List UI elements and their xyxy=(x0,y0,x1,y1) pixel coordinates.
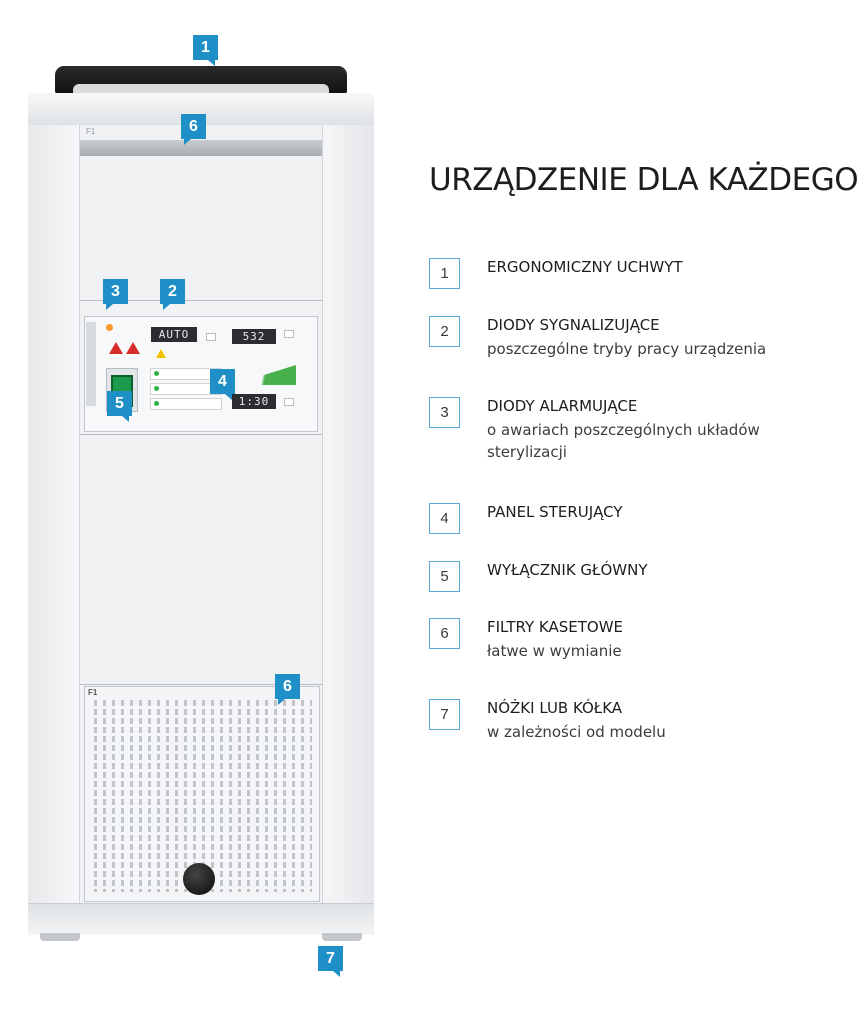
marker-top-filter: 6 xyxy=(181,114,206,139)
legend-description: poszczególne tryby pracy urządzenia xyxy=(487,340,767,358)
mode-display: AUTO xyxy=(151,327,197,342)
brand-strip xyxy=(86,322,96,406)
marker-alarm-leds: 3 xyxy=(103,279,128,304)
marker-feet: 7 xyxy=(318,946,343,971)
grille-knob xyxy=(183,863,215,895)
page-title: URZĄDZENIE DLA KAŻDEGO xyxy=(429,162,859,198)
device-foot xyxy=(40,933,80,941)
panel-button[interactable] xyxy=(284,398,294,406)
legend-description: łatwe w wymianie xyxy=(487,642,622,660)
legend-number: 2 xyxy=(429,316,460,347)
marker-main-switch: 5 xyxy=(107,391,132,416)
panel-seam-bottom xyxy=(80,434,322,435)
cabinet-frame-left xyxy=(28,93,80,935)
legend-description: w zależności od modelu xyxy=(487,723,666,741)
legend-title: FILTRY KASETOWE xyxy=(487,618,624,636)
legend-title: PANEL STERUJĄCY xyxy=(487,503,623,521)
marker-signal-leds: 2 xyxy=(160,279,185,304)
cabinet-frame-bottom xyxy=(28,903,374,935)
legend-title: DIODY ALARMUJĄCE xyxy=(487,397,638,415)
legend-title: NÓŻKI LUB KÓŁKA xyxy=(487,699,623,717)
legend-title: ERGONOMICZNY UCHWYT xyxy=(487,258,683,276)
legend-number: 7 xyxy=(429,699,460,730)
alarm-led-icon xyxy=(109,342,123,354)
panel-button[interactable] xyxy=(284,330,294,338)
top-filter-cassette xyxy=(80,140,322,156)
panel-button[interactable] xyxy=(206,333,216,341)
legend-description: o awariach poszczególnych układów sterylizacji xyxy=(487,421,760,461)
marker-bottom-filter: 6 xyxy=(275,674,300,699)
marker-handle: 1 xyxy=(193,35,218,60)
legend-title: DIODY SYGNALIZUJĄCE xyxy=(487,316,660,334)
alarm-led-icon xyxy=(126,342,140,354)
ergonomic-handle xyxy=(55,66,347,94)
legend-title: WYŁĄCZNIK GŁÓWNY xyxy=(487,561,648,579)
mode-led-icon xyxy=(154,371,159,376)
sterilizer-device-illustration xyxy=(0,0,400,1024)
mode-led-icon xyxy=(154,386,159,391)
legend-number: 1 xyxy=(429,258,460,289)
filter-label-bottom: F1 xyxy=(88,688,98,697)
filter-label-top: F1 xyxy=(86,127,96,136)
marker-control-panel: 4 xyxy=(210,369,235,394)
legend-number: 4 xyxy=(429,503,460,534)
legend-number: 3 xyxy=(429,397,460,428)
timer-display: 1:30 xyxy=(232,394,276,409)
device-foot xyxy=(322,933,362,941)
cabinet-frame-right xyxy=(322,93,374,935)
counter-display: 532 xyxy=(232,329,276,344)
mode-led-icon xyxy=(154,401,159,406)
legend-number: 6 xyxy=(429,618,460,649)
warning-icon xyxy=(156,349,166,358)
legend-number: 5 xyxy=(429,561,460,592)
mode-row xyxy=(150,398,222,410)
status-led-icon xyxy=(106,324,113,331)
